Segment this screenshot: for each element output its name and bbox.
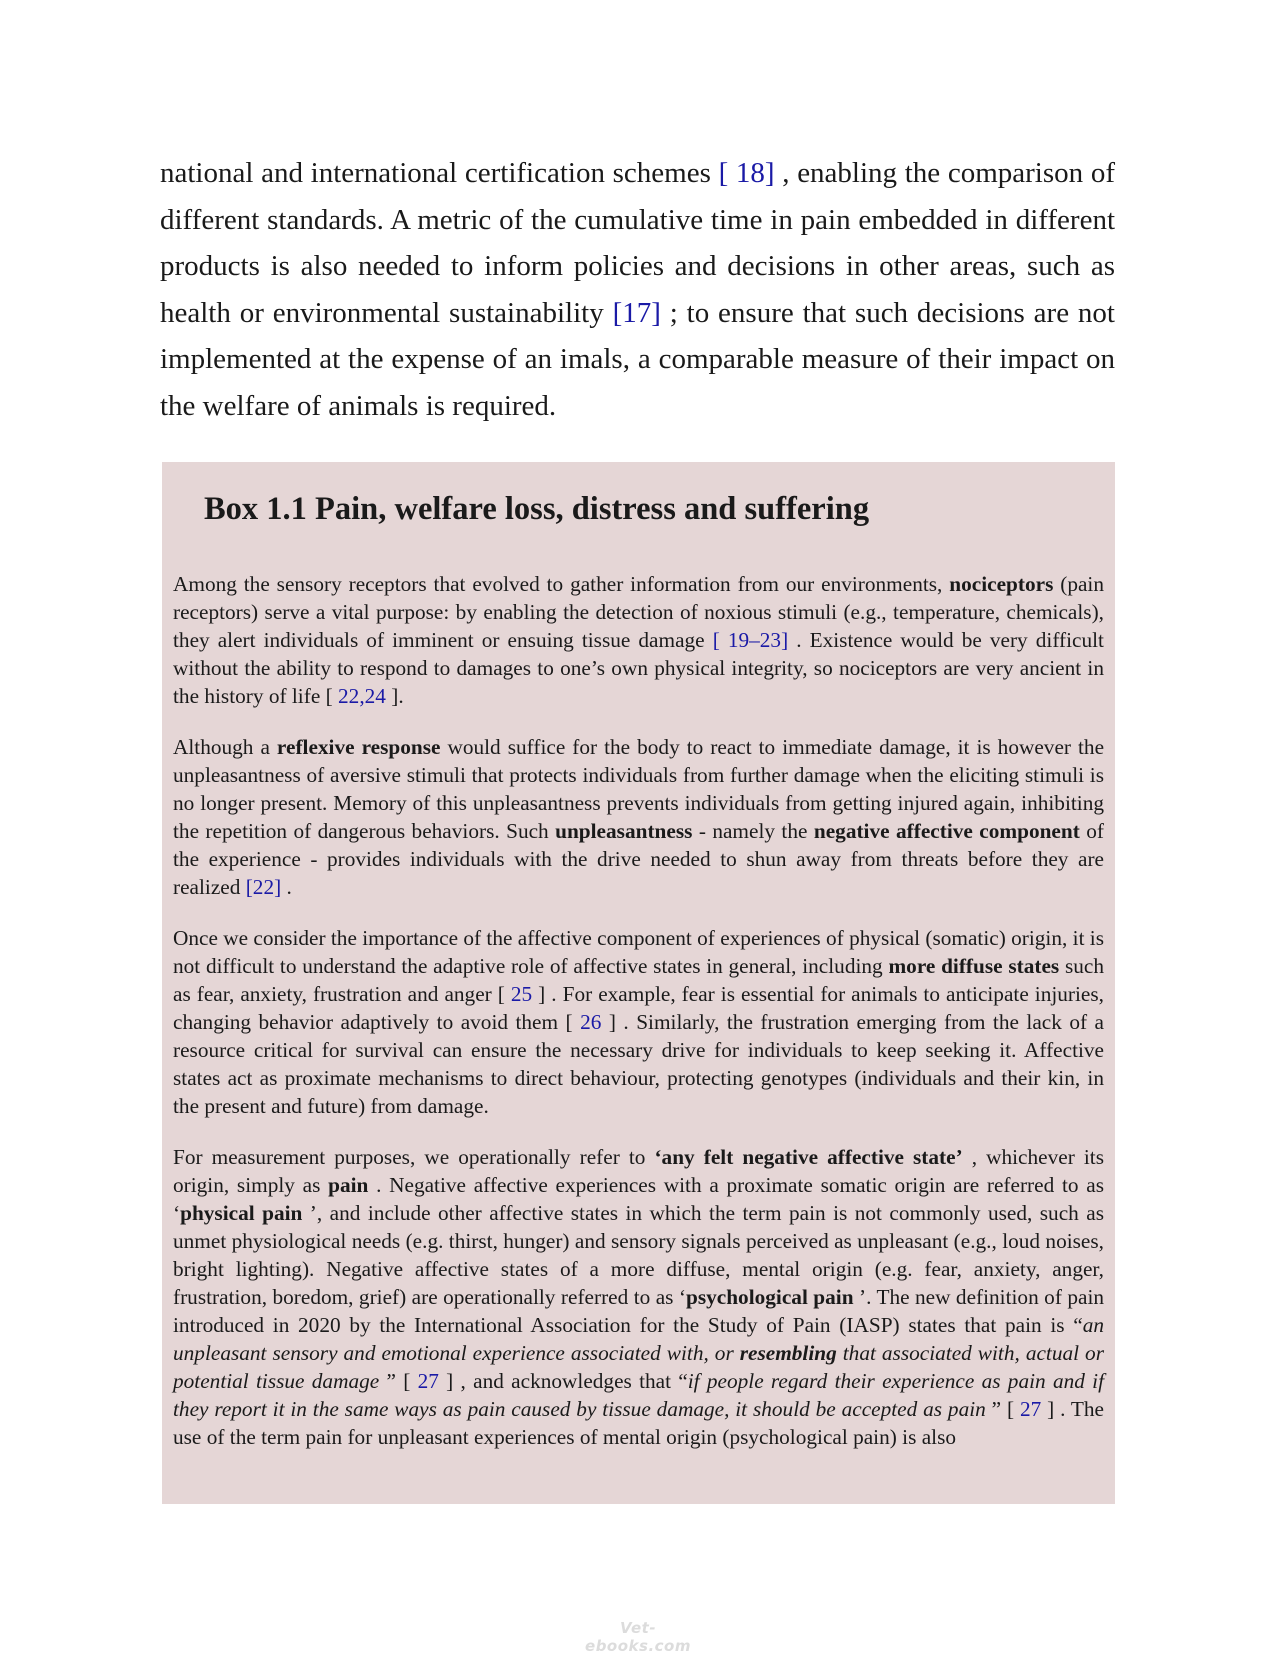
- bold-term: more diffuse states: [888, 954, 1060, 978]
- bold-term: psychological pain: [685, 1285, 854, 1309]
- intro-text: ; to ensure that such decisions are not implemented at the expense of an imals, a comparable measure of their impact on the welfare of animals is required.: [160, 296, 1115, 422]
- citation-link[interactable]: [22]: [245, 875, 282, 899]
- intro-text: national and international certification schemes: [160, 157, 719, 189]
- bold-term: reflexive response: [276, 735, 441, 759]
- text: ” [: [379, 1369, 418, 1393]
- citation-link[interactable]: 25: [510, 982, 533, 1006]
- citation-link[interactable]: [ 18]: [718, 157, 775, 189]
- intro-text: , enabling the comparison of different standards. A metric of the cumulative time in pain embedded in different products is also needed to inform policies and decisions in other areas, such as health or environmental sustainability: [160, 157, 1115, 329]
- bold-term: pain: [328, 1173, 369, 1197]
- text: . Negative affective experiences with a proximate somatic origin are referred to as ‘: [173, 1173, 1104, 1225]
- bold-italic-term: resembling: [739, 1341, 837, 1365]
- bold-term: physical pain: [180, 1201, 303, 1225]
- bold-term: ‘any felt negative affective state’: [654, 1145, 963, 1169]
- text: , whichever its origin, simply as: [173, 1145, 1104, 1197]
- box-1-1: [162, 462, 1115, 1504]
- text: (pain receptors) serve a vital purpose: by enabling the detection of noxious stimuli (e.g., temperature, chemicals), they alert individuals of imminent or ensuing tissue damage: [173, 572, 1104, 652]
- text: such as fear, anxiety, frustration and anger [: [173, 954, 1104, 1006]
- bold-term: unpleasantness: [555, 819, 693, 843]
- text: - namely the: [692, 819, 814, 843]
- text: ] . Similarly, the frustration emerging from the lack of a resource critical for survival can ensure the necessary drive for individuals to keep seeking it. Affective states act as proximate mechanisms to direct behaviour, protecting genotypes (individuals and their kin, in the present and future) from damage.: [173, 1010, 1104, 1118]
- box-paragraph-4: [173, 1143, 1104, 1451]
- text: ’, and include other affective states in which the term pain is not commonly used, such as unmet physiological needs (e.g. thirst, hunger) and sensory signals perceived as unpleasant (e.g., loud noises, bright lighting). Negative affective states of a more diffuse, mental origin (e.g. fear, anxiety, anger, frustration, boredom, grief) are operationally referred to as ‘: [173, 1201, 1104, 1309]
- text: . Existence would be very difficult without the ability to respond to damages to one’s own physical integrity, so nociceptors are very ancient in the history of life [: [173, 628, 1104, 708]
- citation-link[interactable]: 26: [580, 1010, 602, 1034]
- box-paragraph-1: [173, 570, 1104, 710]
- box-title: Box 1.1 Pain, welfare loss, distress and suffering: [204, 491, 870, 527]
- citation-link[interactable]: 27: [417, 1369, 439, 1393]
- citation-link[interactable]: 22,24: [338, 684, 386, 708]
- text: Among the sensory receptors that evolved to gather information from our environments,: [173, 572, 950, 596]
- text: ] . For example, fear is essential for animals to anticipate injuries, changing behavior adaptively to avoid them [: [173, 982, 1104, 1034]
- watermark-logo: Vet-ebooks.com: [585, 1619, 691, 1655]
- text: For measurement purposes, we operationally refer to: [173, 1145, 655, 1169]
- italic-quote: if people regard their experience as pain and if they report it in the same ways as pain caused by tissue damage, it should be accepted as pain: [173, 1369, 1104, 1421]
- text: ’. The new definition of pain introduced in 2020 by the International Association for the Study of Pain (IASP) states that pain is “: [173, 1285, 1105, 1337]
- citation-link[interactable]: 27: [1019, 1397, 1042, 1421]
- text: of the experience - provides individuals with the drive needed to shun away from threats before they are realized: [173, 819, 1104, 899]
- bold-term: negative affective component: [813, 819, 1080, 843]
- text: ].: [385, 684, 404, 708]
- text: Once we consider the importance of the affective component of experiences of physical (somatic) origin, it is not difficult to understand the adaptive role of affective states in general, including: [173, 926, 1105, 978]
- citation-link[interactable]: [ 19–23]: [712, 628, 789, 652]
- text: would suffice for the body to react to immediate damage, it is however the unpleasantness of aversive stimuli that protects individuals from further damage when the eliciting stimuli is no longer present. Memory of this unpleasantness prevents individuals from getting injured again, inhibiting the repetition of dangerous behaviors. Such: [173, 735, 1105, 843]
- box-paragraph-3: [173, 924, 1104, 1120]
- italic-quote: an unpleasant sensory and emotional experience associated with, or: [173, 1313, 1104, 1365]
- box-paragraph-2: [173, 733, 1104, 901]
- italic-quote: that associated with, actual or potential tissue damage: [173, 1341, 1104, 1393]
- bold-term: nociceptors: [949, 572, 1054, 596]
- text: ] , and acknowledges that “: [438, 1369, 688, 1393]
- text: .: [281, 875, 292, 899]
- text: ] . The use of the term pain for unpleasant experiences of mental origin (psychological pain) is also: [173, 1397, 1104, 1449]
- text: ” [: [985, 1397, 1020, 1421]
- box-body: [173, 570, 1104, 1474]
- text: Although a: [173, 735, 277, 759]
- citation-link[interactable]: [17]: [612, 296, 661, 329]
- intro-paragraph: [160, 150, 1115, 429]
